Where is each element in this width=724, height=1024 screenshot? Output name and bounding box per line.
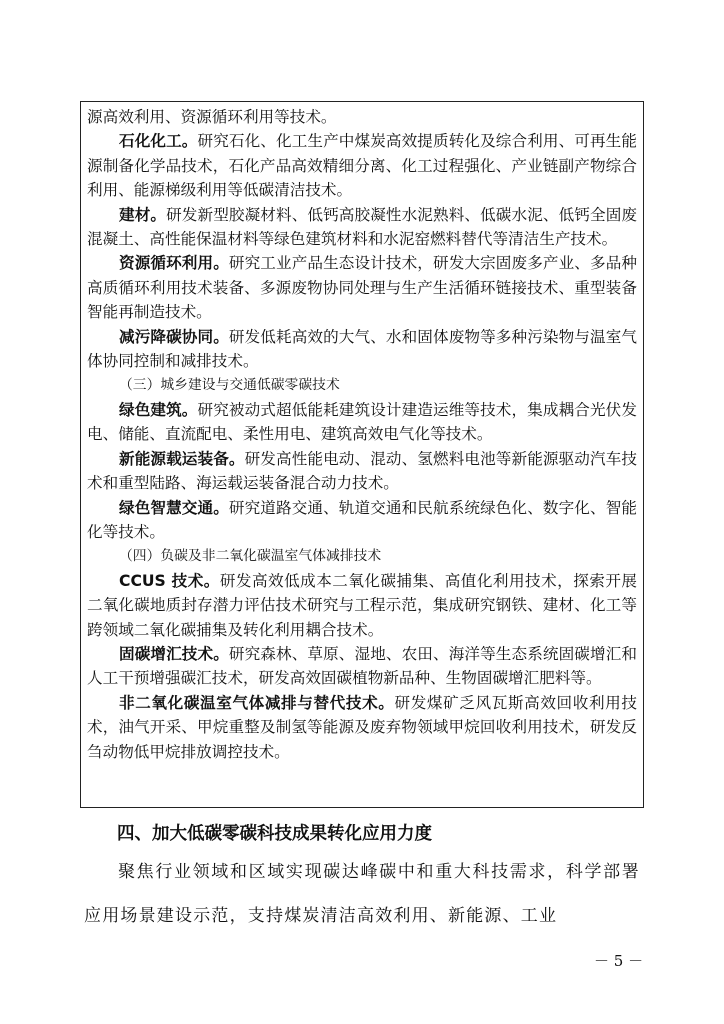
subheading-urban-transport: （三）城乡建设与交通低碳零碳技术 [119,377,340,394]
page-number: － 5 － [594,952,644,970]
term-carbon-sink: 固碳增汇技术。 [119,644,229,663]
section-heading: 四、加大低碳零碳科技成果转化应用力度 [117,824,432,844]
paragraph-new-energy-vehicles [87,447,637,496]
paragraph-petrochemical [87,129,637,202]
text-smart-transport: 研究道路交通、轨道交通和民航系统绿色化、数字化、智能化等技术。 [87,498,637,541]
term-petrochemical: 石化化工。 [119,132,198,151]
text-petrochemical: 研究石化、化工生产中煤炭高效提质转化及综合利用、可再生能源制备化学品技术，石化产品高效精细分离、化工过程强化、产业链副产物综合利用、能源梯级利用等低碳清洁技术。 [87,132,637,200]
paragraph-resource-recycling [87,251,637,324]
term-smart-transport: 绿色智慧交通。 [119,498,229,517]
term-pollution-carbon: 减污降碳协同。 [119,327,229,346]
paragraph-continuation: 源高效利用、资源循环利用等技术。 [87,108,337,126]
text-resource-recycling: 研究工业产品生态设计技术，研发大宗固废多产业、多品种高质循环利用技术装备、多源废物协同处理与生产生活循环链接技术、重型装备智能再制造技术。 [87,254,637,322]
term-green-building: 绿色建筑。 [119,400,198,419]
paragraph-smart-transport [87,496,637,545]
text-pollution-carbon: 研发低耗高效的大气、水和固体废物等多种污染物与温室气体协同控制和减排技术。 [87,327,637,371]
paragraph-pollution-carbon [87,325,637,374]
term-ccus: CCUS 技术。 [119,571,220,590]
term-non-co2: 非二氧化碳温室气体减排与替代技术。 [119,693,395,712]
text-green-building: 研究被动式超低能耗建筑设计建造运维等技术，集成耦合光伏发电、储能、直流配电、柔性用电、建筑高效电气化等技术。 [87,400,637,444]
section-body: 聚焦行业领域和区域实现碳达峰碳中和重大科技需求，科学部署应用场景建设示范，支持煤炭清洁高效利用、新能源、工业 [84,862,640,926]
paragraph-building-materials [87,203,637,252]
text-building-materials: 研发新型胶凝材料、低钙高胶凝性水泥熟料、低碳水泥、低钙全固废混凝土、高性能保温材料等绿色建筑材料和水泥窑燃料替代等清洁生产技术。 [87,205,637,249]
term-resource-recycling: 资源循环利用。 [119,254,229,273]
policy-text-box [80,101,644,808]
subheading-negative-carbon: （四）负碳及非二氧化碳温室气体减排技术 [119,548,382,565]
paragraph-carbon-sink [87,642,637,691]
paragraph-ccus [87,569,637,642]
text-ccus: 研发高效低成本二氧化碳捕集、高值化利用技术，探索开展二氧化碳地质封存潜力评估技术研究与工程示范，集成研究钢铁、建材、化工等跨领域二氧化碳捕集及转化利用耦合技术。 [87,571,637,639]
text-non-co2: 研发煤矿乏风瓦斯高效回收利用技术，油气开采、甲烷重整及制氢等能源及废弃物领域甲烷回收利用技术，研发反刍动物低甲烷排放调控技术。 [87,693,637,761]
text-carbon-sink: 研究森林、草原、湿地、农田、海洋等生态系统固碳增汇和人工干预增强碳汇技术，研发高效固碳植物新品种、生物固碳增汇肥料等。 [87,644,637,688]
paragraph-green-building [87,398,637,447]
term-new-energy-vehicles: 新能源载运装备。 [119,449,245,468]
term-building-materials: 建材。 [119,205,167,224]
paragraph-non-co2 [87,691,637,764]
text-new-energy-vehicles: 研发高性能电动、混动、氢燃料电池等新能源驱动汽车技术和重型陆路、海运载运装备混合动力技术。 [87,449,637,493]
